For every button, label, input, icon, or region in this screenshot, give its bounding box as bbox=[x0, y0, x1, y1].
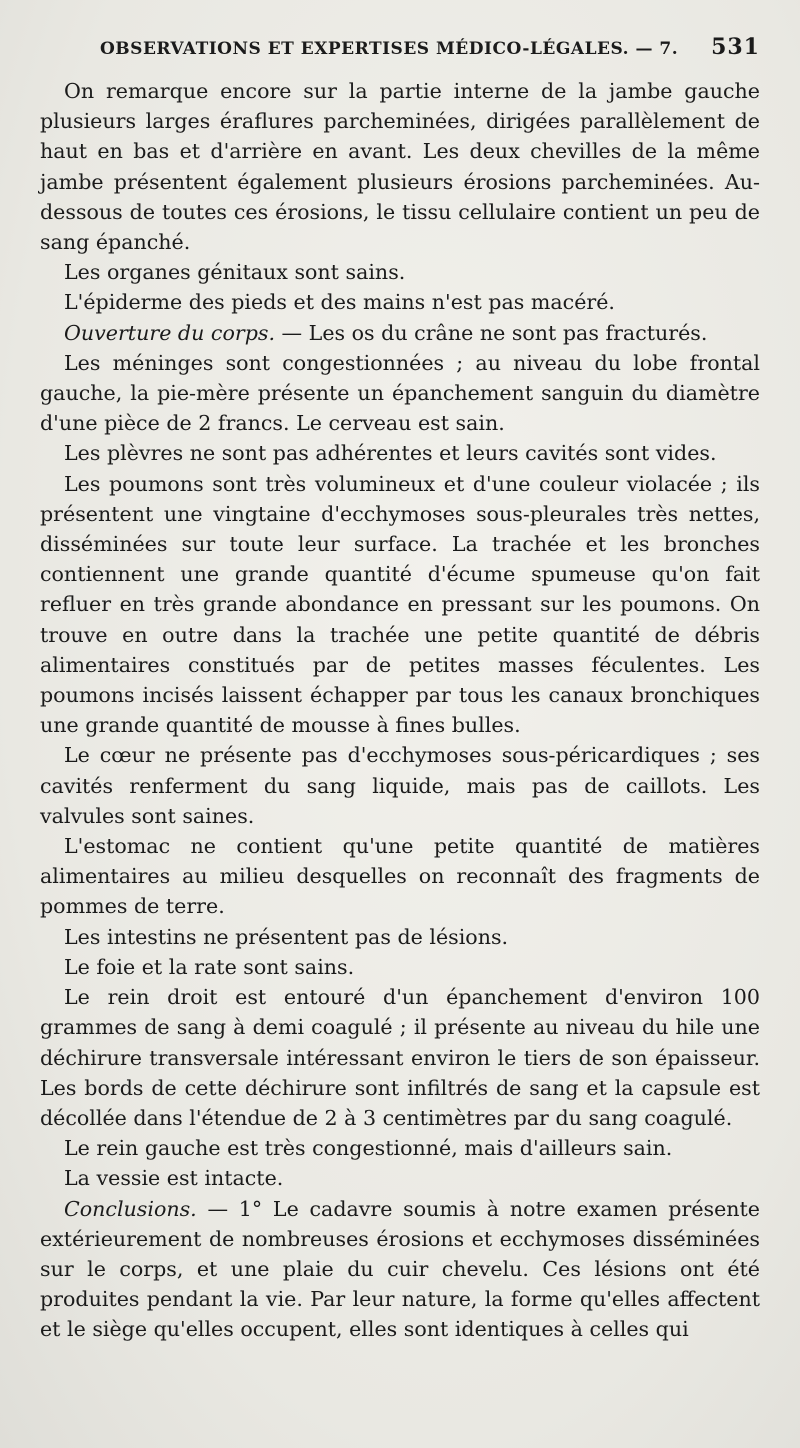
running-title: OBSERVATIONS ET EXPERTISES MÉDICO-LÉGALES. — 7. bbox=[100, 39, 679, 59]
paragraph-meninges: Les méninges sont congestionnées ; au niveau du lobe frontal gauche, la pie-mère présente un épanchement sanguin du diamètre d'une pièce de 2 francs. Le cerveau est sain. bbox=[40, 350, 760, 436]
section-lead-conclusions: Conclusions. bbox=[64, 1196, 197, 1221]
paragraph-left-kidney: Le rein gauche est très congestionné, mais d'ailleurs sain. bbox=[64, 1136, 673, 1161]
body-text bbox=[40, 76, 760, 1345]
paragraph-conclusions: Conclusions. — 1° Le cadavre soumis à notre examen présente extérieurement de nombreuses érosions et ecchymoses disséminées sur le corps, et une plaie du cuir chevelu. Ces lésions ont été produites pendant la vie. Par leur nature, la forme qu'elles affectent et le siège qu'elles occupent, elles sont identiques à celles qui bbox=[40, 1196, 760, 1342]
paragraph-heart: Le cœur ne présente pas d'ecchymoses sous-péricardiques ; ses cavités renferment du sang liquide, mais pas de caillots. Les valvules sont saines. bbox=[40, 743, 760, 828]
paragraph-right-kidney: Le rein droit est entouré d'un épanchement d'environ 100 grammes de sang à demi coagulé ; il présente au niveau du hile une déchirure transversale intéressant environ le tiers de son épaisseur. Les bords de cette déchirure sont infiltrés de sang et la capsule est décollée dans l'étendue de 2 à 3 centimètres par du sang coagulé. bbox=[40, 985, 760, 1130]
paragraph-liver-spleen: Le foie et la rate sont sains. bbox=[64, 954, 355, 979]
paragraph-bladder: La vessie est intacte. bbox=[64, 1166, 284, 1191]
page-number: 531 bbox=[711, 34, 760, 60]
paragraph-genital-organs: Les organes génitaux sont sains. bbox=[64, 260, 406, 285]
paragraph-epidermis: L'épiderme des pieds et des mains n'est pas macéré. bbox=[64, 290, 615, 315]
running-head bbox=[100, 34, 760, 66]
paragraph-autopsy-opening: Ouverture du corps. — Les os du crâne ne sont pas fracturés. bbox=[64, 320, 708, 345]
paragraph-pleura: Les plèvres ne sont pas adhérentes et leurs cavités sont vides. bbox=[64, 441, 717, 466]
section-lead-ouverture: Ouverture du corps. bbox=[64, 320, 275, 345]
paragraph-lungs: Les poumons sont très volumineux et d'une couleur violacée ; ils présentent une vingtaine d'ecchymoses sous-pleurales très nettes, disséminées sur toute leur surface. La trachée et les bronches contiennent une grande quantité d'écume spumeuse qu'on fait refluer en très grande abondance en pressant sur les poumons. On trouve en outre dans la trachée une petite quantité de débris alimentaires constitués par de petites masses féculentes. Les poumons incisés laissent échapper par tous les canaux bronchiques une grande quantité de mousse à fines bulles. bbox=[40, 471, 760, 738]
paragraph-intestines: Les intestins ne présentent pas de lésions. bbox=[64, 924, 509, 949]
paragraph-stomach: L'estomac ne contient qu'une petite quantité de matières alimentaires au milieu desquelles on reconnaît des fragments de pommes de terre. bbox=[40, 834, 760, 919]
paragraph-left-leg: On remarque encore sur la partie interne de la jambe gauche plusieurs larges éraflures parcheminées, dirigées parallèlement de haut en bas et d'arrière en avant. Les deux chevilles de la même jambe présentent également plusieurs érosions parcheminées. Au-dessous de toutes ces érosions, le tissu cellulaire contient un peu de sang épanché. bbox=[40, 79, 760, 255]
